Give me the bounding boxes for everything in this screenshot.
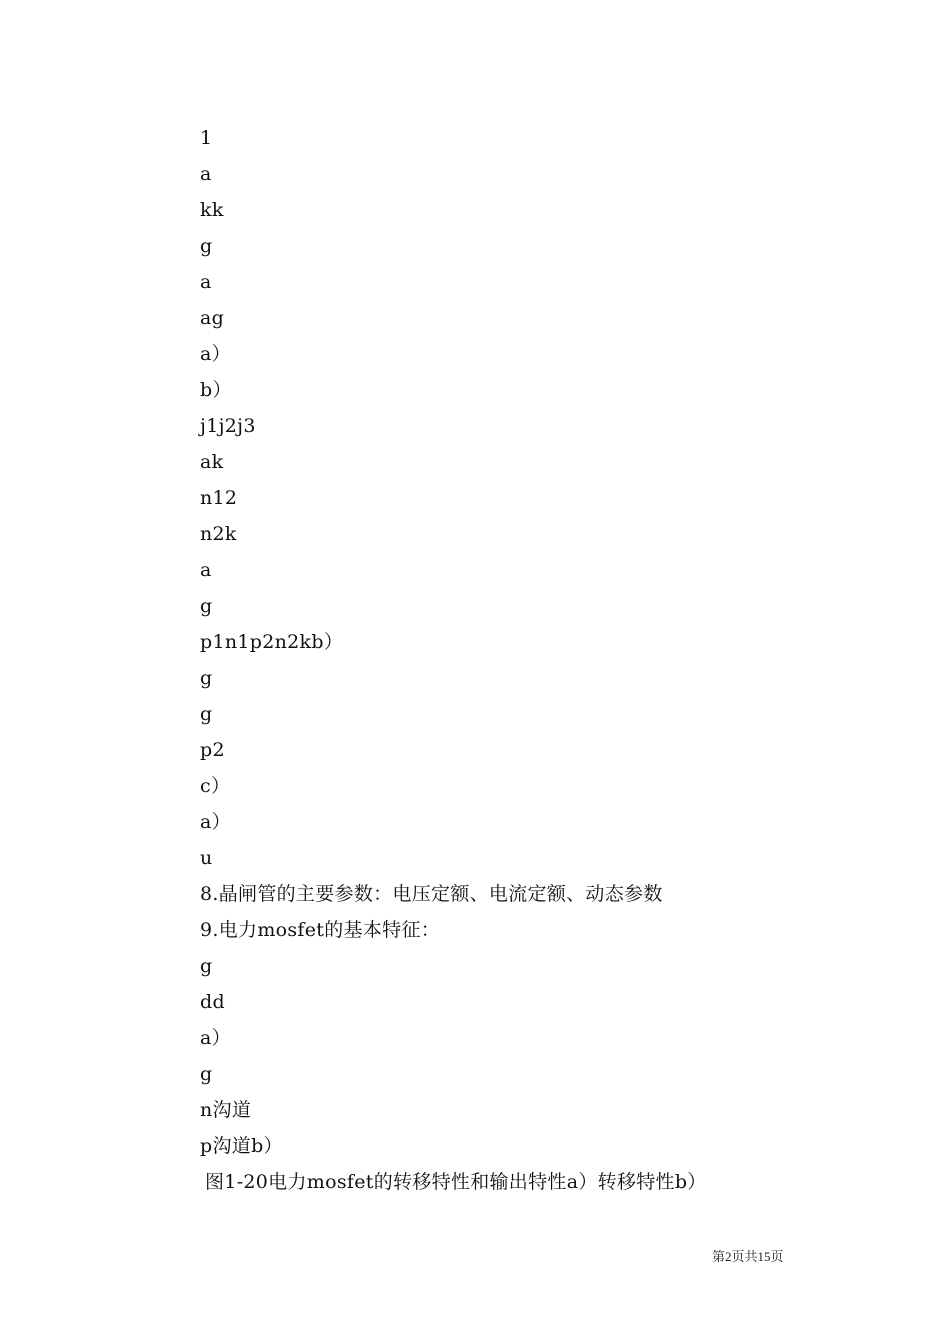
heading-line: 8.晶闸管的主要参数：电压定额、电流定额、动态参数 <box>200 883 663 905</box>
text-line: 1 <box>200 127 213 149</box>
text-line: n2k <box>200 523 237 545</box>
text-line: p沟道b） <box>200 1135 283 1157</box>
text-line: a <box>200 163 212 185</box>
text-line: g <box>200 955 213 977</box>
text-line: g <box>200 703 213 725</box>
text-line: a <box>200 271 212 293</box>
text-line: ak <box>200 451 224 473</box>
heading-line: 9.电力mosfet的基本特征： <box>200 919 441 941</box>
text-line: n12 <box>200 487 238 509</box>
text-line: j1j2j3 <box>200 415 256 437</box>
text-line: u <box>200 847 213 869</box>
text-line: g <box>200 235 213 257</box>
text-line: n沟道 <box>200 1099 252 1121</box>
text-line: dd <box>200 991 225 1013</box>
text-line: a） <box>200 1027 231 1049</box>
text-line: g <box>200 1063 213 1085</box>
text-line: a <box>200 559 212 581</box>
text-line: a） <box>200 343 231 365</box>
text-line: g <box>200 667 213 689</box>
text-line: ag <box>200 307 225 329</box>
text-line: p2 <box>200 739 225 761</box>
text-line: c） <box>200 775 231 797</box>
text-line: p1n1p2n2kb） <box>200 631 344 653</box>
text-line: b） <box>200 379 232 401</box>
document-body <box>200 120 840 1200</box>
page-number: 第2页共15页 <box>712 1249 784 1264</box>
figure-caption: 图1-20电力mosfet的转移特性和输出特性a）转移特性b） <box>205 1171 707 1193</box>
text-line: g <box>200 595 213 617</box>
text-line: a） <box>200 811 231 833</box>
text-line: kk <box>200 199 224 221</box>
